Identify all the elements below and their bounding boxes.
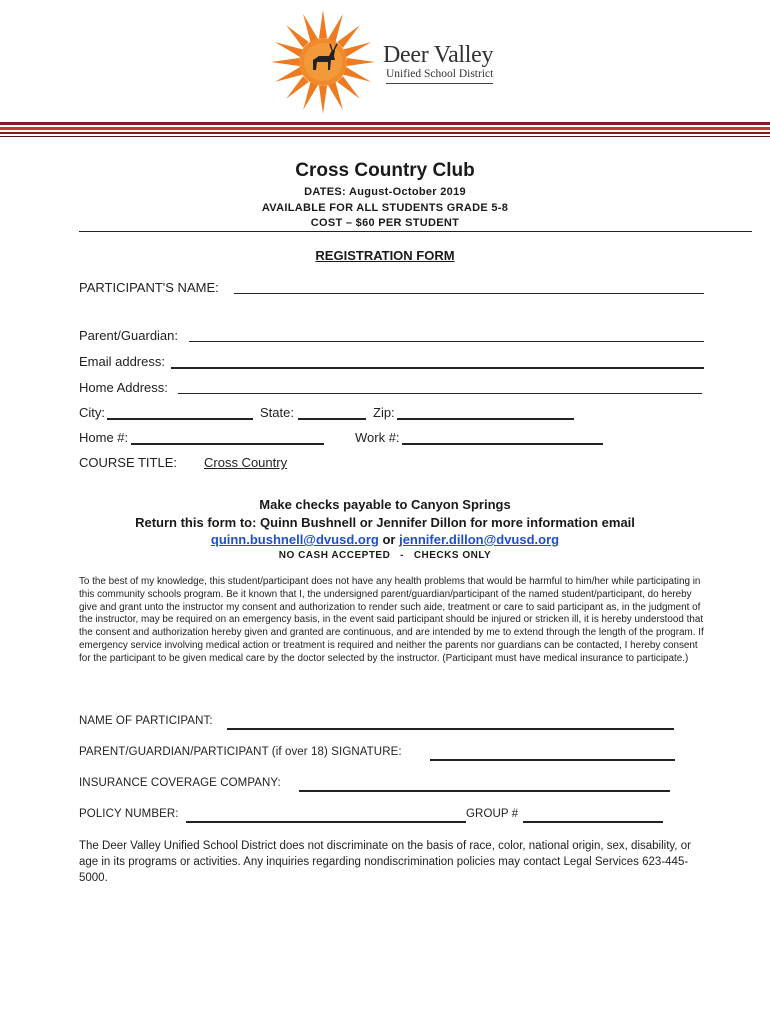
- home-address-label: Home Address:: [79, 380, 168, 395]
- email-label: Email address:: [79, 354, 165, 369]
- city-label: City:: [79, 405, 105, 420]
- city-field[interactable]: [107, 418, 253, 420]
- work-phone-field[interactable]: [402, 443, 603, 445]
- group-number-label: GROUP #: [466, 808, 519, 820]
- header-divider: [79, 231, 752, 232]
- checks-payable: Make checks payable to Canyon Springs: [259, 497, 511, 512]
- availability-line: AVAILABLE FOR ALL STUDENTS GRADE 5-8: [261, 202, 509, 214]
- state-label: State:: [260, 405, 294, 420]
- logo-name: Deer Valley: [383, 42, 494, 68]
- work-phone-label: Work #:: [355, 430, 400, 445]
- course-title-value: Cross Country: [204, 455, 288, 470]
- name-of-participant-label: NAME OF PARTICIPANT:: [79, 715, 213, 727]
- header-band-dark-2: [0, 132, 770, 134]
- parent-signature-field[interactable]: [430, 759, 675, 761]
- state-field[interactable]: [298, 418, 366, 420]
- parent-signature-label: PARENT/GUARDIAN/PARTICIPANT (if over 18) SIGNATURE:: [79, 746, 402, 758]
- page-title: Cross Country Club: [295, 160, 475, 181]
- nondiscrimination-statement: The Deer Valley Unified School District does not discriminate on the basis of race, color, national origin, sex, disability, or age in its programs or activities. Any inquiries regarding nondiscrimination policies may contact Legal Services 623-445-5000.: [79, 840, 691, 884]
- contact-emails: [0, 532, 770, 547]
- or-text: or: [382, 532, 396, 547]
- no-cash-notice: NO CASH ACCEPTED - CHECKS ONLY: [278, 550, 492, 561]
- registration-form-title: REGISTRATION FORM: [315, 248, 455, 263]
- home-phone-field[interactable]: [131, 443, 324, 445]
- course-title-label: COURSE TITLE:: [79, 455, 178, 470]
- group-number-field[interactable]: [523, 821, 663, 823]
- registration-form-heading: [0, 248, 770, 263]
- policy-number-label: POLICY NUMBER:: [79, 808, 179, 820]
- cost-line: COST – $60 PER STUDENT: [310, 217, 460, 229]
- header-band-thin: [0, 136, 770, 137]
- header-band-dark: [0, 122, 770, 125]
- name-of-participant-field[interactable]: [227, 728, 674, 730]
- sun-deer-icon: [268, 6, 378, 118]
- email-link-jennifer[interactable]: jennifer.dillon@dvusd.org: [399, 532, 560, 547]
- email-field[interactable]: [171, 367, 704, 369]
- home-address-field[interactable]: [178, 393, 702, 394]
- policy-number-field[interactable]: [186, 821, 466, 823]
- return-form-line: Return this form to: Quinn Bushnell or Jennifer Dillon for more information email: [135, 515, 635, 530]
- zip-field[interactable]: [397, 418, 574, 420]
- logo-subtitle: Unified School District: [386, 68, 493, 84]
- consent-paragraph: To the best of my knowledge, this student/participant does not have any health problems that would be harmful to him/her while participating in this community schools program. Be it known that I, the undersigned parent/guardian/participant of the named student/participant, do hereby give and grant unto the instructor my consent and authorization to render such aide, treatment or care to said participant as, in the judgment of the instructor, may be required on an emergency basis, in the event said participant should be injured or stricken ill, it is hereby understood that the consent and authorization hereby given and granted are continuous, and are intended by me to extend through the length of the program. If emergency service involving medical action or treatment is required and neither the parents nor guardians can be contacted, I hereby consent for the participant to be given medical care by the doctor selected by the instructor. (Participant must have medical insurance to participate.): [79, 576, 704, 664]
- header-band-red: [0, 127, 770, 130]
- email-link-quinn[interactable]: quinn.bushnell@dvusd.org: [210, 532, 379, 547]
- zip-label: Zip:: [373, 405, 395, 420]
- logo-wordmark: [383, 42, 493, 84]
- insurance-company-field[interactable]: [299, 790, 670, 792]
- district-logo: [268, 6, 508, 118]
- home-phone-label: Home #:: [79, 430, 129, 445]
- dates-line: DATES: August-October 2019: [304, 186, 466, 198]
- parent-guardian-label: Parent/Guardian:: [79, 328, 179, 343]
- participant-name-label: PARTICIPANT'S NAME:: [79, 280, 219, 295]
- participant-name-field[interactable]: [234, 293, 704, 294]
- insurance-company-label: INSURANCE COVERAGE COMPANY:: [79, 777, 281, 789]
- parent-guardian-field[interactable]: [189, 341, 704, 342]
